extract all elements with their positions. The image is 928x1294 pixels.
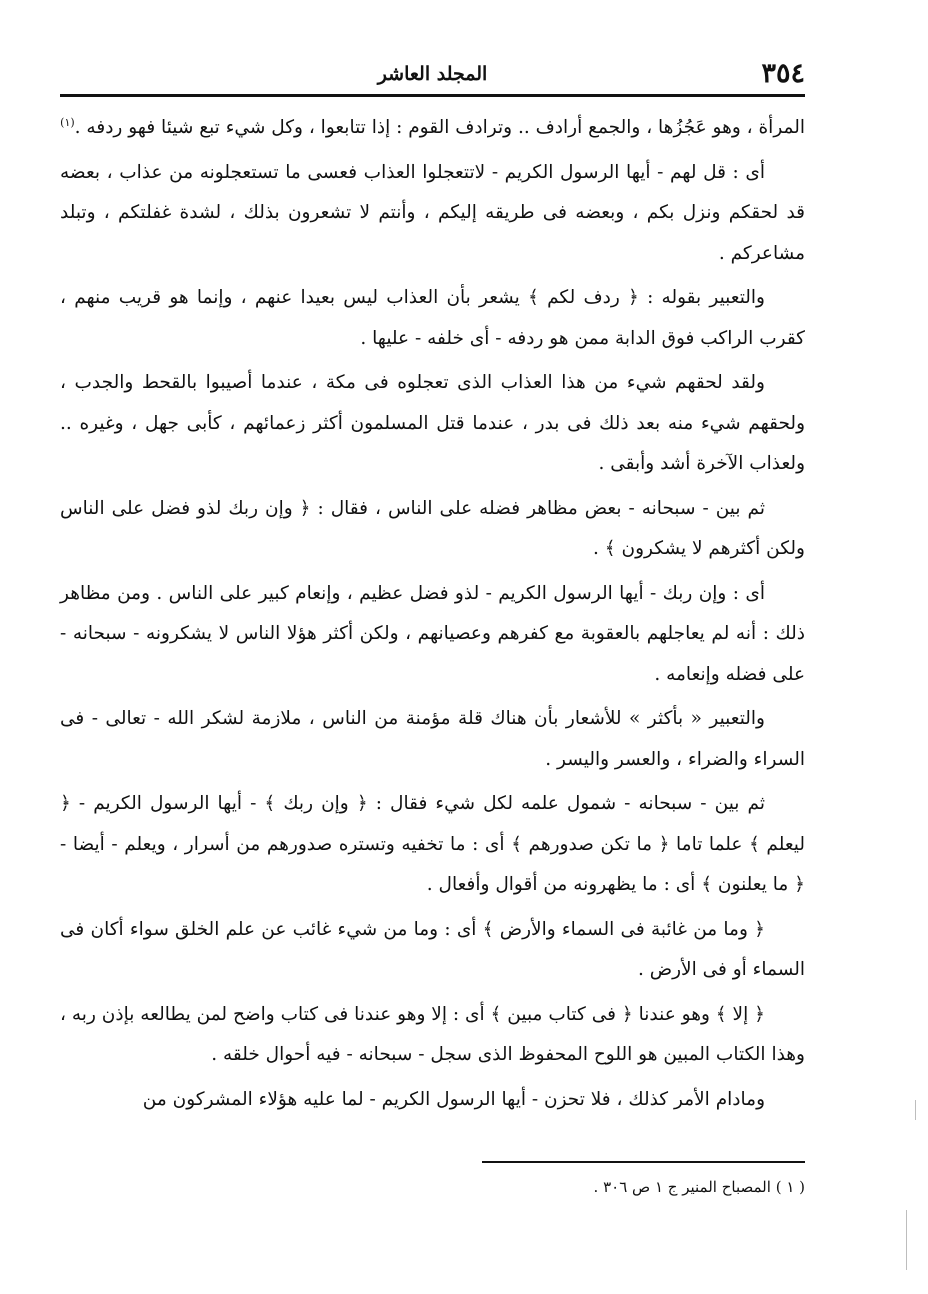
page-header <box>60 56 805 92</box>
paragraph-1-text: المرأة ، وهو عَجُزُها ، والجمع أرادف .. وترادف القوم : إذا تتابعوا ، وكل شيء تبع شيئا فهو ردفه . <box>74 117 805 138</box>
page-number: ٣٥٤ <box>761 58 805 89</box>
scan-edge-mark <box>915 1100 916 1120</box>
paragraph-8: ثم بين - سبحانه - شمول علمه لكل شيء فقال : ﴿ وإن ربك ﴾ - أيها الرسول الكريم - ﴿ ليعلم ﴾ علما تاما ﴿ ما تكن صدورهم ﴾ أى : ما تخفيه وتستره صدورهم من أسرار ، ويعلم - أيضا - ﴿ ما يعلنون ﴾ أى : ما يظهرونه من أقوال وأفعال . <box>60 793 805 895</box>
paragraph-3: والتعبير بقوله : ﴿ ردف لكم ﴾ يشعر بأن العذاب ليس بعيدا عنهم ، وإنما هو قريب منهم ، كقرب الراكب فوق الدابة ممن هو ردفه - أى خلفه - عليها . <box>60 287 805 349</box>
footnote: ( ١ ) المصباح المنير ج ١ ص ٣٠٦ . <box>593 1178 805 1196</box>
scan-edge-mark <box>906 1210 907 1270</box>
paragraph-1 <box>60 108 805 149</box>
paragraph-11: ومادام الأمر كذلك ، فلا تحزن - أيها الرسول الكريم - لما عليه هؤلاء المشركون من <box>142 1088 765 1110</box>
paragraph-6: أى : وإن ربك - أيها الرسول الكريم - لذو فضل عظيم ، وإنعام كبير على الناس . ومن مظاهر ذلك : أنه لم يعاجلهم بالعقوبة مع كفرهم وعصيانهم ، ولكن أكثر هؤلا الناس لا يشكرونه - سبحانه - على فضله وإنعامه . <box>60 582 805 685</box>
footnote-marker: (١) <box>60 115 75 129</box>
paragraph-9: ﴿ وما من غائبة فى السماء والأرض ﴾ أى : وما من شيء غائب عن علم الخلق سواء أكان فى السماء أو فى الأرض . <box>60 918 805 980</box>
paragraph-7: والتعبير « بأكثر » للأشعار بأن هناك قلة مؤمنة من الناس ، ملازمة لشكر الله - تعالى - فى السراء والضراء ، والعسر واليسر . <box>60 708 805 770</box>
running-title: المجلد العاشر <box>377 63 488 85</box>
paragraph-10: ﴿ إلا ﴾ وهو عندنا ﴿ فى كتاب مبين ﴾ أى : إلا وهو عندنا فى كتاب واضح لمن يطالعه بإذن ربه ، وهذا الكتاب المبين هو اللوح المحفوظ الذى سجل - سبحانه - فيه أحوال خلقه . <box>60 1003 805 1065</box>
paragraph-2: أى : قل لهم - أيها الرسول الكريم - لاتتعجلوا العذاب فعسى ما تستعجلونه من عذاب ، بعضه قد لحقكم ونزل بكم ، وبعضه فى طريقه إليكم ، وأنتم لا تشعرون بذلك ، لشدة غفلتكم ، وتبلد مشاعركم . <box>60 161 805 264</box>
paragraph-4: ولقد لحقهم شيء من هذا العذاب الذى تعجلوه فى مكة ، عندما أصيبوا بالقحط والجدب ، ولحقهم شيء منه بعد ذلك فى بدر ، عندما قتل المسلمون أكثر زعمائهم ، كأبى جهل ، وغيره .. ولعذاب الآخرة أشد وأبقى . <box>60 372 805 474</box>
footnote-rule <box>482 1161 805 1163</box>
paragraph-5: ثم بين - سبحانه - بعض مظاهر فضله على الناس ، فقال : ﴿ وإن ربك لذو فضل على الناس ولكن أكثرهم لا يشكرون ﴾ . <box>60 497 805 559</box>
body-text <box>60 108 805 1124</box>
header-rule <box>60 94 805 97</box>
